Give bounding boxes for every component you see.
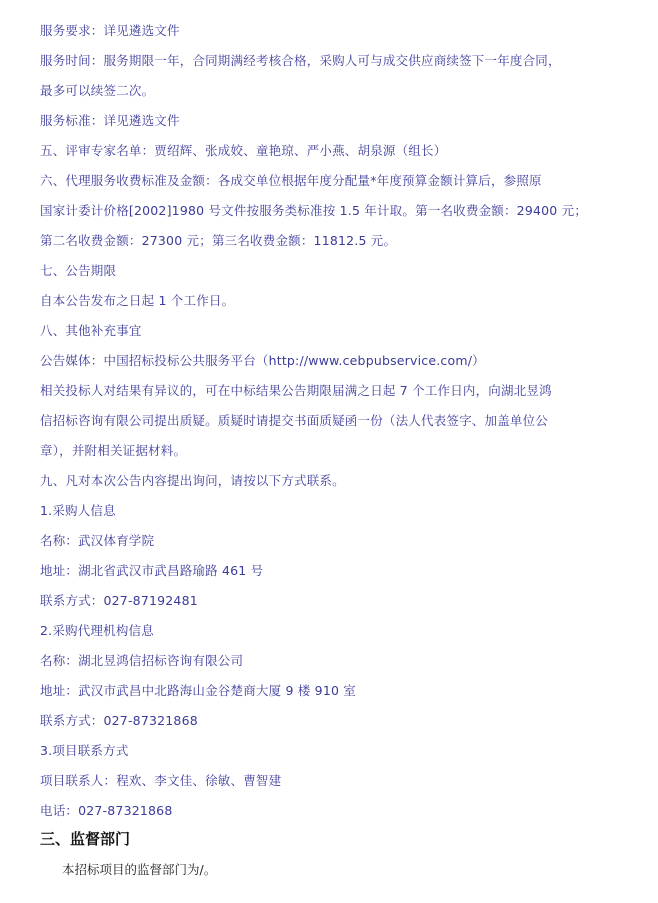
project-contact-heading: 3.项目联系方式 [40, 743, 129, 758]
purchaser-info-heading: 1.采购人信息 [40, 503, 116, 518]
service-time-line: 服务时间：服务期限一年，合同期满经考核合格，采购人可与成交供应商续签下一年度合同， [40, 53, 561, 68]
service-time-line-cont: 最多可以续签二次。 [40, 83, 155, 98]
agency-contact: 联系方式：027-87321868 [40, 713, 198, 728]
other-matters-heading: 八、其他补充事宜 [40, 323, 142, 338]
supervision-text: 本招标项目的监督部门为/。 [62, 862, 217, 877]
service-standard-line: 服务标准：详见遴选文件 [40, 113, 180, 128]
agency-name: 名称：湖北昱鸿信招标咨询有限公司 [40, 653, 244, 668]
purchaser-contact: 联系方式：027-87192481 [40, 593, 198, 608]
fee-amounts-line: 第二名收费金额：27300 元；第三名收费金额：11812.5 元。 [40, 233, 397, 248]
announcement-period-heading: 七、公告期限 [40, 263, 117, 278]
fee-standard-line: 六、代理服务收费标准及金额：各成交单位根据年度分配量*年度预算金额计算后，参照原 [40, 173, 542, 188]
objection-line-cont: 信招标咨询有限公司提出质疑。质疑时请提交书面质疑函一份（法人代表签字、加盖单位公 [40, 413, 549, 428]
announcement-media-line: 公告媒体：中国招标投标公共服务平台（http://www.cebpubservice.com/） [40, 353, 485, 368]
project-phone: 电话：027-87321868 [40, 803, 173, 818]
service-requirement-line: 服务要求：详见遴选文件 [40, 23, 180, 38]
fee-standard-line-cont: 国家计委计价格[2002]1980 号文件按服务类标准按 1.5 年计取。第一名收费金额：29400 元； [40, 203, 588, 218]
experts-line: 五、评审专家名单：贾绍辉、张成姣、童艳琼、严小燕、胡泉源（组长） [40, 143, 447, 158]
contact-heading: 九、凡对本次公告内容提出询问，请按以下方式联系。 [40, 473, 345, 488]
announcement-period-text: 自本公告发布之日起 1 个工作日。 [40, 293, 235, 308]
purchaser-name: 名称：武汉体育学院 [40, 533, 155, 548]
objection-line: 相关投标人对结果有异议的，可在中标结果公告期限届满之日起 7 个工作日内，向湖北昱鸿 [40, 383, 552, 398]
objection-line-end: 章），并附相关证据材料。 [40, 443, 187, 458]
project-contact-persons: 项目联系人：程欢、李文佳、徐敏、曹智建 [40, 773, 282, 788]
agency-address: 地址：武汉市武昌中北路海山金谷楚商大厦 9 楼 910 室 [40, 683, 357, 698]
supervision-section-heading: 三、监督部门 [40, 830, 131, 848]
purchaser-address: 地址：湖北省武汉市武昌路瑜路 461 号 [40, 563, 264, 578]
agency-info-heading: 2.采购代理机构信息 [40, 623, 154, 638]
